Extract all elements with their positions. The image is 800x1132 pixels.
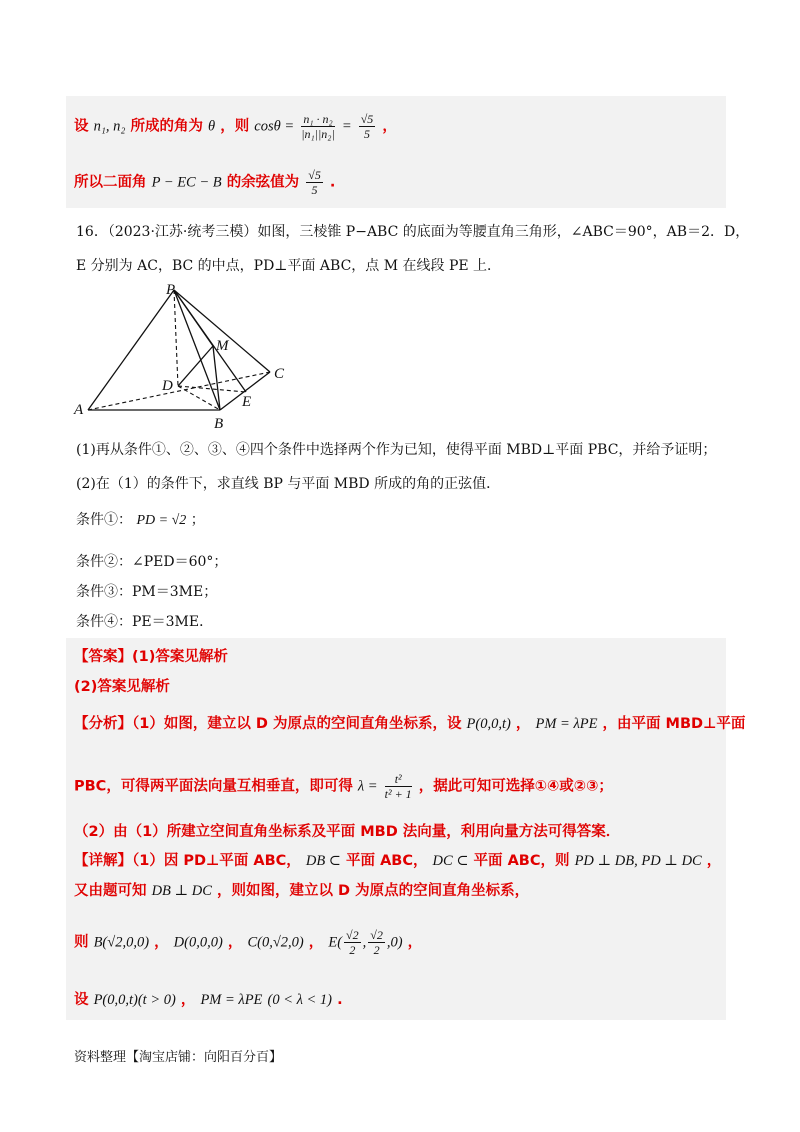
detail-line-2: 又由题可知 DB ⊥ DC ，则如图，建立以 D 为原点的空间直角坐标系，: [74, 883, 530, 899]
top-line-1: 设 n₁, n₂ 所成的角为 θ ，则 cosθ = $\frac{\text{n₁ · n₂}}{\text{|n₁||n₂|}}$ = $\frac{√5}{5}$ ，: [74, 112, 397, 141]
lambda-fraction: $\frac{\text{t²}}{\text{t² + 1}}$: [384, 772, 412, 801]
e-y-fraction: $\frac{√2}{2}$: [370, 928, 383, 957]
cos-fraction: $\frac{\text{n₁ · n₂}}{\text{|n₁||n₂|}}$: [301, 112, 335, 141]
question-2: (2)在（1）的条件下，求直线 BP 与平面 MBD 所成的角的正弦值．: [76, 476, 501, 492]
problem-line-1: 16．（2023·江苏·统考三模）如图，三棱锥 P−ABC 的底面为等腰直角三角形，∠ABC＝90°，AB＝2．D，: [76, 224, 750, 240]
label-P: P: [166, 282, 176, 298]
label-M: M: [216, 338, 229, 354]
answer-line-2: (2)答案见解析: [74, 679, 170, 695]
edge-PC: [174, 290, 270, 372]
question-1: (1)再从条件①、②、③、④四个条件中选择两个作为已知，使得平面 MBD⊥平面 PBC，并给予证明；: [76, 442, 717, 458]
edge-MD: [178, 346, 213, 386]
condition-3: 条件③：PM＝3ME；: [76, 584, 218, 600]
set-line: 设 P(0,0,t)(t > 0) ， PM = λPE (0 < λ < 1) .: [74, 992, 343, 1008]
condition-4: 条件④：PE＝3ME．: [76, 614, 214, 630]
cosine-fraction: $\frac{√5}{5}$: [308, 168, 321, 197]
answer-line-1: 【答案】(1)答案见解析: [74, 649, 228, 665]
analysis-line-1: 【分析】（1）如图，建立以 D 为原点的空间直角坐标系，设 P(0,0,t) ， PM = λPE ，由平面 MBD⊥平面: [74, 716, 746, 732]
top-line-2: 所以二面角 P − EC − B 的余弦值为 $\frac{√5}{5}$ .: [74, 168, 336, 197]
footer-source: 资料整理【淘宝店铺：向阳百分百】: [74, 1050, 283, 1065]
e-x-fraction: $\frac{√2}{2}$: [346, 928, 359, 957]
label-E: E: [242, 394, 252, 410]
result-fraction: $\frac{√5}{5}$: [360, 112, 374, 141]
label-C: C: [274, 366, 285, 382]
detail-line-1: 【详解】（1）因 PD⊥平面 ABC， DB ⊂ 平面 ABC， DC ⊂ 平面 ABC，则 PD ⊥ DB, PD ⊥ DC ，: [74, 853, 722, 869]
condition-1: 条件①： PD = √2 ；: [76, 512, 205, 528]
label-A: A: [74, 402, 84, 418]
condition-2: 条件②：∠PED＝60°；: [76, 554, 228, 570]
analysis-line-2: PBC，可得两平面法向量互相垂直，即可得 λ = $\frac{\text{t²}}{\text{t² + 1}}$ ，据此可知可选择①④或②③；: [74, 772, 613, 801]
coords-line: 则 B(√2,0,0) ， D(0,0,0) ， C(0,√2,0) ， E( $\frac{√2}{2}$ , $\frac{√2}{2}$ ,0) ，: [74, 928, 423, 957]
label-B: B: [214, 416, 224, 432]
pyramid-figure: [70, 282, 300, 432]
edge-PD: [174, 290, 178, 386]
analysis-line-3: （2）由（1）所建立空间直角坐标系及平面 MBD 法向量，利用向量方法可得答案．: [74, 824, 621, 840]
label-D: D: [162, 378, 173, 394]
problem-line-2: E 分别为 AC，BC 的中点，PD⊥平面 ABC，点 M 在线段 PE 上．: [76, 258, 502, 274]
